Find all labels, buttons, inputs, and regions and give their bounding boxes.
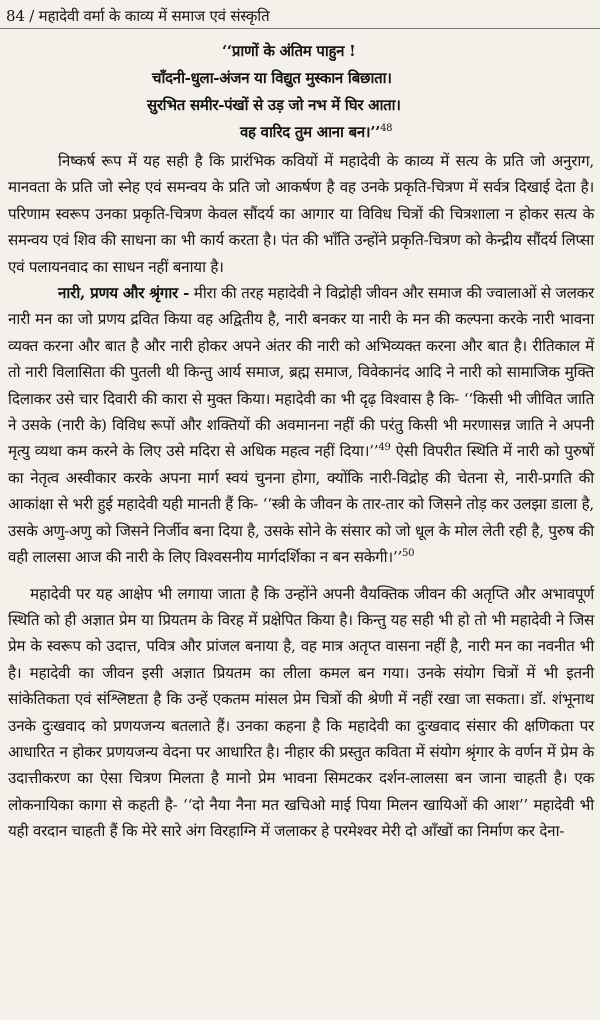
paragraph-nari-pranay bbox=[8, 280, 594, 570]
body-text bbox=[8, 148, 594, 845]
paragraph-nari-pranay-text-1: मीरा की तरह महादेवी ने विद्रोही जीवन और समाज की ज्वालाओं से जलकर नारी मन का जो प्रणय द्रवित किया वह अद्वितीय है, नारी बनकर या नारी के मन की कल्पना करके नारी भावना व्यक्त करना और बात है और नारी होकर अपने अंतर की नारी को अभिव्यक्त करना और बात है। रीतिकाल में तो नारी विलासिता की पुतली थी किन्तु आर्य समाज, ब्रह्म समाज, विवेकानंद आदि ने नारी को सामाजिक मुक्ति दिलाकर उसे चार दिवारी की कारा से मुक्त किया। महादेवी का भी दृढ़ विश्वास है कि- ‘‘किसी भी जीवित जाति ने उसके (नारी के) विविध रूपों और शक्तियों की अवमानना नहीं की परंतु किसी भी मरणासन्न जाति ने अपनी मृत्यु व्यथा कम करने के लिए उसे मदिरा से अधिक महत्व नहीं दिया।’’ bbox=[8, 284, 594, 461]
poem-line-4-text: वह वारिद तुम आना बन।’’ bbox=[240, 123, 381, 141]
footnote-ref-49: 49 bbox=[378, 442, 391, 454]
running-header: 84 / महादेवी वर्मा के काव्य में समाज एवं संस्कृति bbox=[6, 7, 270, 25]
poem-line-1: ‘‘प्राणों के अंतिम पाहुन ! bbox=[222, 42, 356, 60]
footnote-ref-50: 50 bbox=[402, 548, 415, 560]
poem-line-2: चाँदनी-धुला-अंजन या विद्युत मुस्कान बिछाता। bbox=[152, 69, 392, 87]
section-heading: नारी, प्रणय और श्रृंगार - bbox=[58, 284, 190, 303]
poem-line-4 bbox=[240, 119, 392, 146]
paragraph-aakshep: महादेवी पर यह आक्षेप भी लगाया जाता है कि उन्होंने अपनी वैयक्तिक जीवन की अतृप्ति और अभावपूर्ण स्थिति को ही अज्ञात प्रेम या प्रियतम के विरह में प्रक्षेपित किया है। किन्तु यह सही भी हो तो भी महादेवी ने जिस प्रेम के स्वरूप को उदात्त, पवित्र और प्रांजल बनाया है, वह मात्र अतृप्त वासना नहीं है, नारी मन का नवनीत भी है। महादेवी का जीवन इसी अज्ञात प्रियतम का लीला कमल बन गया। उनके संयोग चित्रों में भी इतनी सांकेतिकता एवं संश्लिष्टता है कि उन्हें एकतम मांसल प्रेम चित्रों की श्रेणी में नहीं रखा जा सकता। डॉ. शंभूनाथ उनके दुःखवाद को प्रणयजन्य बतलाते हैं। उनका कहना है कि महादेवी का दुःखवाद संसार की क्षणिकता पर आधारित न होकर प्रणयजन्य वेदना पर आधारित है। नीहार की प्रस्तुत कविता में संयोग श्रृंगार के वर्णन में प्रेम के उदात्तीकरण का ऐसा चित्रण मिलता है मानो प्रेम भावना सिमटकर दर्शन-लालसा बन जाना चाहती है। एक लोकनायिका कागा से कहती है- ‘‘दो नैया नैना मत खचिओ माई पिया मिलन खायिओं की आश’’ महादेवी भी यही वरदान चाहती हैं कि मेरे सारे अंग विरहाग्नि में जलाकर हे परमेश्वर मेरी दो आँखों का निर्माण कर देना- bbox=[8, 584, 594, 841]
paragraph-conclusion: निष्कर्ष रूप में यह सही है कि प्रारंभिक कवियों में महादेवी के काव्य में सत्य के प्रति जो अनुराग, मानवता के प्रति जो स्नेह एवं समन्वय के प्रति जो आकर्षण है वह उनके प्रकृति-चित्रण में सर्वत्र दिखाई देता है। परिणाम स्वरूप उनका प्रकृति-चित्रण केवल सौंदर्य का आगार या विविध चित्रों की चित्रशाला न होकर सत्य के समन्वय एवं शिव की साधना का भी कार्य करता है। पंत की भाँति उन्होंने प्रकृति-चित्रण को केन्द्रीय सौंदर्य लिप्सा एवं पलायनवाद का साधन नहीं बनाया है। bbox=[8, 152, 594, 276]
footnote-ref-48: 48 bbox=[380, 123, 393, 134]
paragraph-nari-pranay-text-2: ऐसी विपरीत स्थिति में नारी को पुरुषों का नेतृत्व अस्वीकार करके अपना मार्ग स्वयं चुनना होगा, क्योंकि नारी-विद्रोह की चेतना से, नारी-प्रगति की आकांक्षा से भरी हुई महादेवी यही मानती हैं कि- ‘‘स्त्री के जीवन के तार-तार को जिसने तोड़ कर उलझा डाला है, उसके अणु-अणु को जिसने निर्जीव बना दिया है, उसके सोने के संसार को जो धूल के मोल लेती रही है, पुरुष की वही लालसा आज की नारी के लिए विश्वसनीय मार्गदर्शिका न बन सकेगी।’’ bbox=[8, 442, 595, 567]
header-divider bbox=[0, 28, 600, 29]
poem-line-3: सुरभित समीर-पंखों से उड़ जो नभ में घिर आता। bbox=[147, 96, 401, 114]
